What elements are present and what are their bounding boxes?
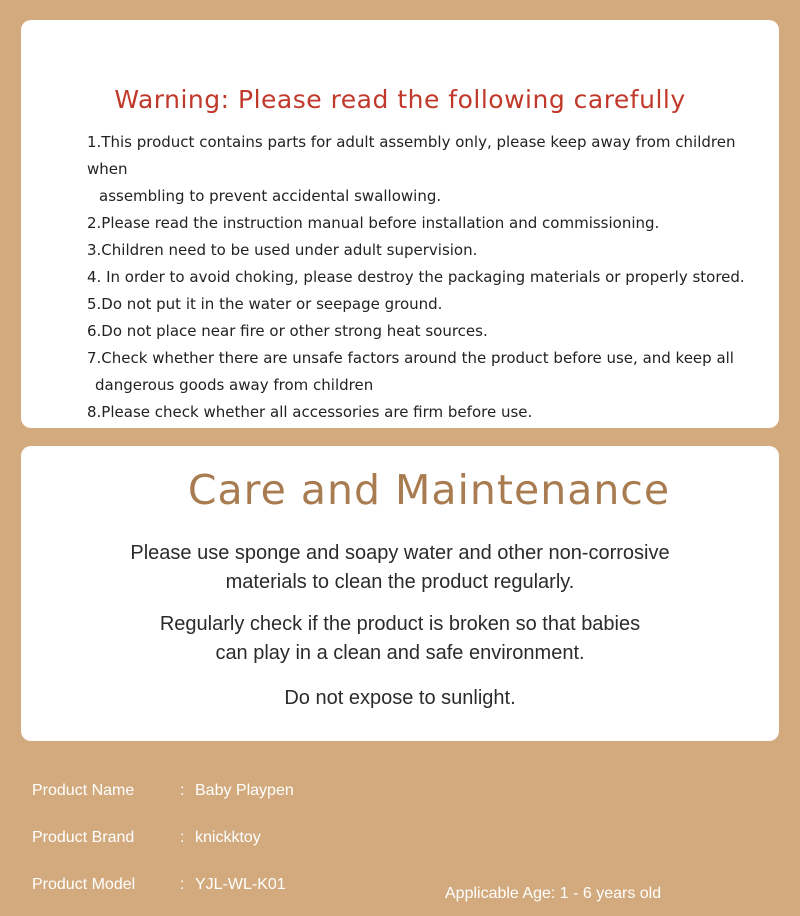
warning-item-continuation: dangerous goods away from children [95, 376, 374, 394]
product-name-label: Product Name [32, 782, 135, 799]
warning-item-text: 8.Please check whether all accessories are firm before use. [87, 403, 533, 421]
warning-item [87, 264, 772, 291]
care-line: Please use sponge and soapy water and other non-corrosive [130, 542, 670, 564]
warning-title: Warning: Please read the following carefully [114, 85, 686, 114]
applicable-age: Applicable Age: 1 - 6 years old [445, 885, 662, 902]
warning-card [21, 20, 779, 428]
warning-item [87, 318, 772, 345]
care-paragraph-cleaning [21, 539, 779, 597]
care-card [21, 446, 779, 741]
care-paragraph-inspection [21, 610, 779, 668]
warning-item-text: 4. In order to avoid choking, please destroy the packaging materials or properly stored. [87, 268, 745, 286]
warning-item-text: 6.Do not place near fire or other strong heat sources. [87, 322, 488, 340]
care-line: materials to clean the product regularly. [225, 571, 575, 593]
warning-item [87, 129, 772, 210]
warning-item [87, 237, 772, 264]
care-line: Regularly check if the product is broken so that babies [159, 613, 641, 635]
care-line: can play in a clean and safe environment. [215, 642, 585, 664]
warning-item-text: 1.This product contains parts for adult assembly only, please keep away from children when [87, 133, 736, 178]
product-brand-label: Product Brand [32, 829, 135, 846]
warning-item-text: 2.Please read the instruction manual before installation and commissioning. [87, 214, 660, 232]
product-brand-value: knickktoy [195, 829, 261, 846]
warning-item-text: 5.Do not put it in the water or seepage ground. [87, 295, 443, 313]
warning-item [87, 345, 772, 399]
warning-item [87, 210, 772, 237]
warning-item-text: 3.Children need to be used under adult supervision. [87, 241, 478, 259]
warning-item [87, 291, 772, 318]
separator: : [180, 782, 185, 799]
care-paragraph-sunlight [21, 684, 779, 713]
warning-item-continuation: assembling to prevent accidental swallowing. [99, 187, 442, 205]
product-model-value: YJL-WL-K01 [195, 876, 286, 893]
care-line: Do not expose to sunlight. [284, 687, 516, 709]
separator: : [180, 829, 185, 846]
warning-item [87, 399, 772, 426]
product-model-label: Product Model [32, 876, 136, 893]
separator: : [180, 876, 185, 893]
warning-list [87, 129, 772, 426]
warning-item-text: 7.Check whether there are unsafe factors around the product before use, and keep all [87, 349, 734, 367]
care-title: Care and Maintenance [187, 466, 671, 514]
product-name-value: Baby Playpen [195, 782, 294, 799]
